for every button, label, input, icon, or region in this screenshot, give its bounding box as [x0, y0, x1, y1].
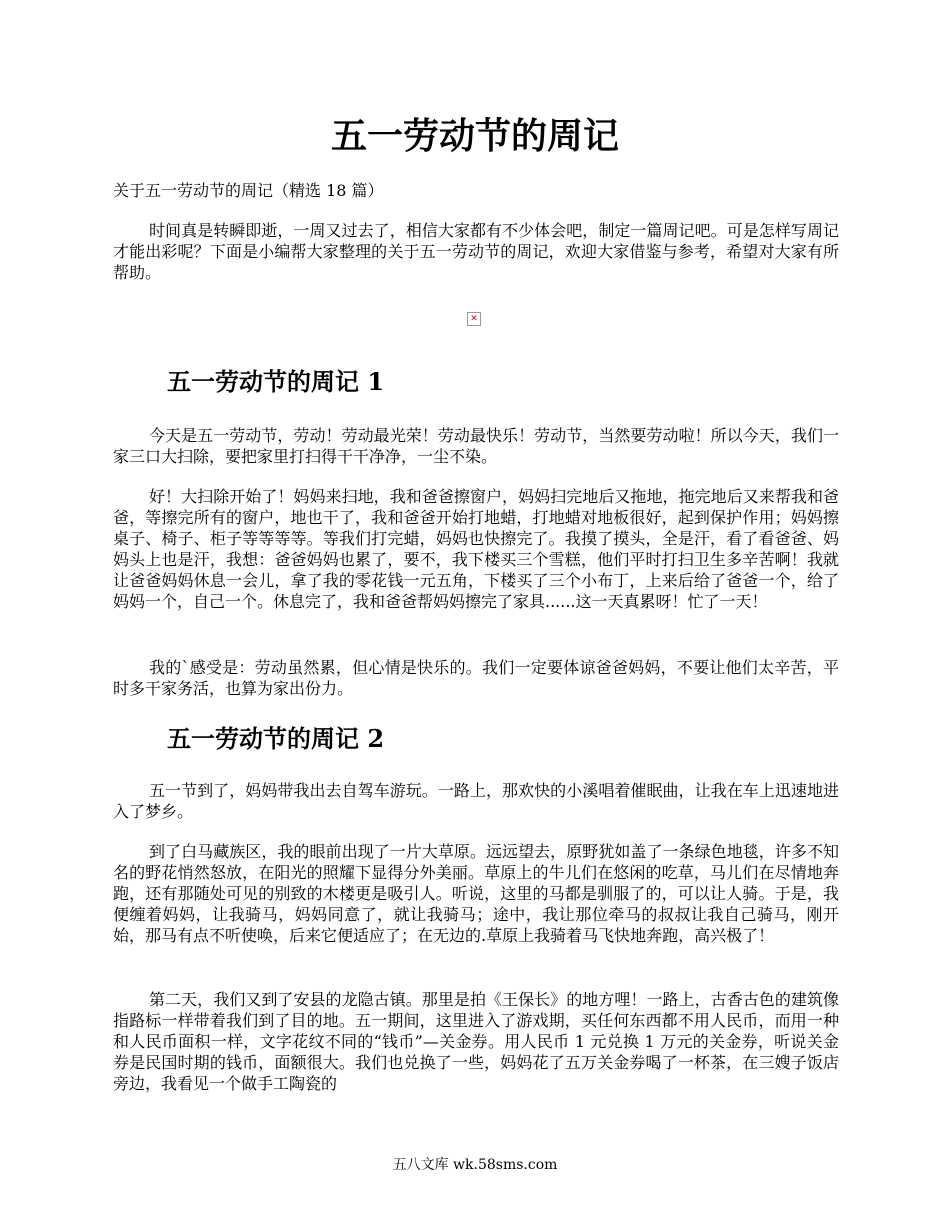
section-2-paragraph-3: 第二天，我们又到了安县的龙隐古镇。那里是拍《王保长》的地方哩！一路上，古香古色的建筑像指路标一样带着我们到了目的地。五一期间，这里进入了游戏期，买任何东西都不用人民币，而用一种和人民币面积一样，文字花纹不同的“钱币”—关金券。用人民币 1 元兑换 1 万元的关金券，听说关金券是民国时期的钱币，面额很大。我们也兑换了一些，妈妈花了五万关金券喝了一杯茶，在三嫂子饭店旁边，我看见一个做手工陶瓷的 — [113, 990, 839, 1093]
section-2-paragraph-1: 五一节到了，妈妈带我出去自驾车游玩。一路上，那欢快的小溪唱着催眠曲，让我在车上迅速地进入了梦乡。 — [113, 781, 839, 821]
section-heading-2: 五一劳动节的周记 2 — [167, 724, 385, 753]
document-subtitle: 关于五一劳动节的周记（精选 18 篇） — [113, 181, 384, 200]
section-1-paragraph-1: 今天是五一劳动节，劳动！劳动最光荣！劳动最快乐！劳动节，当然要劳动啦！所以今天，我们一家三口大扫除，要把家里打扫得干干净净，一尘不染。 — [113, 426, 839, 466]
section-1-paragraph-2: 好！大扫除开始了！妈妈来扫地，我和爸爸擦窗户，妈妈扫完地后又拖地，拖完地后又来帮我和爸爸，等擦完所有的窗户，地也干了，我和爸爸开始打地蜡，打地蜡对地板很好，起到保护作用；妈妈擦桌子、椅子、柜子等等等等。等我们打完蜡，妈妈也快擦完了。我摸了摸头，全是汗，看了看爸爸、妈妈头上也是汗，我想：爸爸妈妈也累了，要不，我下楼买三个雪糕，他们平时打扫卫生多辛苦啊！我就让爸爸妈妈休息一会儿，拿了我的零花钱一元五角，下楼买了三个小布丁，上来后给了爸爸一个，给了妈妈一个，自己一个。休息完了，我和爸爸帮妈妈擦完了家具......这一天真累呀！忙了一天！ — [113, 487, 839, 611]
section-2-paragraph-2: 到了白马藏族区，我的眼前出现了一片大草原。远远望去，原野犹如盖了一条绿色地毯，许多不知名的野花悄然怒放，在阳光的照耀下显得分外美丽。草原上的牛儿们在悠闲的吃草，马儿们在尽情地奔跑，还有那随处可见的别致的木楼更是吸引人。听说，这里的马都是驯服了的，可以让人骑。于是，我便缠着妈妈，让我骑马，妈妈同意了，就让我骑马；途中，我让那位牵马的叔叔让我自己骑马，刚开始，那马有点不听使唤，后来它便适应了；在无边的.草原上我骑着马飞快地奔跑，高兴极了！ — [113, 842, 839, 945]
intro-paragraph: 时间真是转瞬即逝，一周又过去了，相信大家都有不少体会吧，制定一篇周记吧。可是怎样写周记才能出彩呢？下面是小编帮大家整理的关于五一劳动节的周记，欢迎大家借鉴与参考，希望对大家有所帮助。 — [113, 221, 839, 282]
broken-image-icon: ✕ — [467, 312, 481, 326]
document-title: 五一劳动节的周记 — [330, 115, 619, 157]
page-footer: 五八文库 wk.58sms.com — [392, 1157, 558, 1173]
section-1-paragraph-3: 我的`感受是：劳动虽然累，但心情是快乐的。我们一定要体谅爸爸妈妈，不要让他们太辛苦，平时多干家务活，也算为家出份力。 — [113, 658, 839, 698]
section-heading-1: 五一劳动节的周记 1 — [167, 367, 385, 396]
